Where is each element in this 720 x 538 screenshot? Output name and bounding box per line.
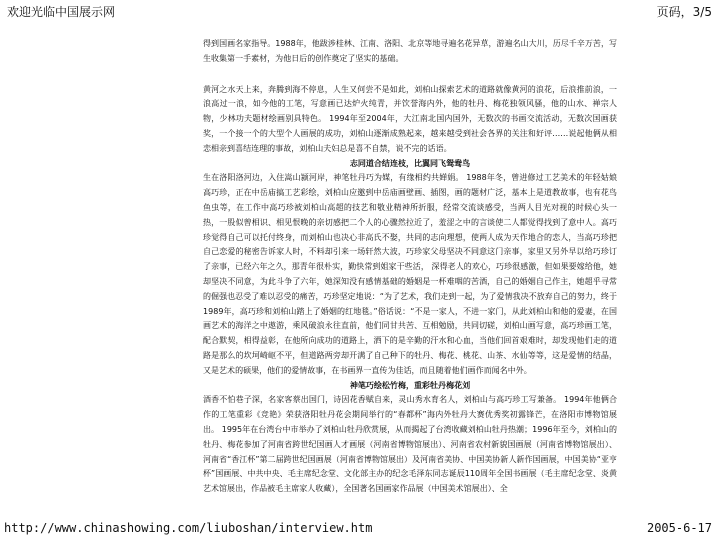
paragraph: 生在洛阳洛河边，入住嵩山颍河岸，神笔牡丹巧为媒，有缘相约共婵娟。 1988年冬，曾进修过工艺美术的年轻姑娘高巧珍，正在中岳庙搞工艺彩绘，刘柏山应邀到中岳庙画壁画、插图，画的题材广泛，基本上是道教故事，也有花鸟鱼虫等，在工作中高巧珍被刘柏山高超的技艺和敬业精神所折服，经常交流谈感受，当两人目光对视的时候心头一热，一股似曾相识、相见恨晚的亲切感把二个人的心骤然拉近了，羞涩之中的言谈使二人都觉得找到了意中人。高巧珍觉得自己可以托付终身，而刘柏山也决心非高氏不娶，共同的志向理想，使两人成为天作地合的恋人，当高巧珍把自己恋爱的秘密告诉家人时，不料却引来一场轩然大波，巧珍家父母坚决不同意这门亲事，家里又另外早以给巧珍订了亲事，已经六年之久，那青年很朴实，勤快常到姐家干些活， 深得老人的欢心，巧珍很感激，但如果要嫁给他，她却坚决不同意，为此斗争了六年，她深知没有感情基础的婚姻是一杯难咽的苦酒，自己的婚姻自己作主，她超乎寻常的倔强也忍受了难以忍受的痛苦，巧珍坚定地说：“为了艺术，我们走到一起，为了爱情我决不放弃自己的努力，终于1989年，高巧珍和刘柏山踏上了婚姻的红地毯。”俗话说：“不是一家人，不进一家门，从此刘柏山和他的爱妻，在国画艺术的海洋之中遨游，乘风破浪永往直前，他们同甘共苦、互相勉励，共同切磋，刘柏山画写意，高巧珍画工笔，配合默契，相得益彰，在他所向成功的道路上，洒下的是辛勤的汗水和心血，当他们回首艰难时，却发现他们走的道路是那么的坎坷崎岖不平，但道路两旁却开满了自己种下的牡丹、梅花、桃花、山茶、水仙等等，这是爱情的结晶，又是艺术的硕果，他们的爱情故事，在书画界一直传为佳话，而且随着他们画作而闻名中外。 — [203, 173, 617, 375]
section-heading: 志同道合结连枝，比翼同飞鸳鸯鸟 — [349, 158, 471, 168]
site-name: 欢迎光临中国展示网 — [7, 5, 116, 19]
paragraph: 酒香不怕巷子深，名家客蔡出国门，诗因花香赋自来，灵山秀水育名人，刘柏山与高巧珍工写兼备。 1994年他俩合作的工笔重彩《竞艳》荣获洛阳牡丹花会期间举行的“春都杯”海内外牡丹大赛优秀奖初露锋芒，在洛阳市博物馆展出。 1995年在台湾台中市举办了刘柏山牡丹欣赏展，从而揭起了台湾收藏刘柏山牡丹热潮；1996年至今，刘柏山的牡丹、梅花参加了河南省跨世纪国画人才画展（河南省博物馆展出）、河南省农村新貌国画展（河南省博物馆展出）、河南省“香江杯”第二届跨世纪国画展（河南省博物馆展出）及河南省美协、中国美协新人新作国画展，中国美协“亚亨杯”国画展、中共中央、毛主席纪念堂、文化部主办的纪念毛泽东同志诞辰110周年全国书画展（毛主席纪念堂、炎黄艺术馆展出，作品被毛主席家人收藏），全国著名国画家作品展（中国美术馆展出）、全 — [203, 395, 617, 494]
paragraph: 得到国画名家指导。1988年，他跋涉桂林、江南、洛阳、北京等地寻遍名花异草，游遍名山大川，历尽千辛万苦，写生收集第一手素材，为他日后的创作奠定了坚实的基础。 — [203, 39, 617, 63]
page-url: http://www.chinashowing.com/liuboshan/interview.htm — [4, 521, 373, 535]
section-heading: 神笔巧绘松竹梅，重彩牡丹梅花刘 — [349, 380, 471, 390]
paragraph: 黄河之水天上来，奔腾到海不停息，人生又何尝不是如此，刘柏山探索艺术的道路就像黄河的浪花，后浪推前浪，一浪高过一浪，如今他的工笔，写意画已达炉火纯青，并饮誉海内外，他的牡丹、梅花独领风骚，他的山水、禅宗人物，少林功夫题材绘画别具特色。 1994年至2004年，大江南北国内国外，无数次的书画交流活动，无数次国画获奖，一个接一个的大型个人画展的成功，刘柏山逐渐成熟起来，越来越受到社会各界的关注和好评……说起他俩从相恋相亲到喜结连理的事故，刘柏山夫妇总是喜不自禁，说不完的话语。 — [203, 84, 617, 153]
print-date: 2005-6-17 — [646, 521, 712, 535]
page-number: 页码，3/5 — [656, 5, 712, 19]
article-body — [203, 37, 617, 497]
